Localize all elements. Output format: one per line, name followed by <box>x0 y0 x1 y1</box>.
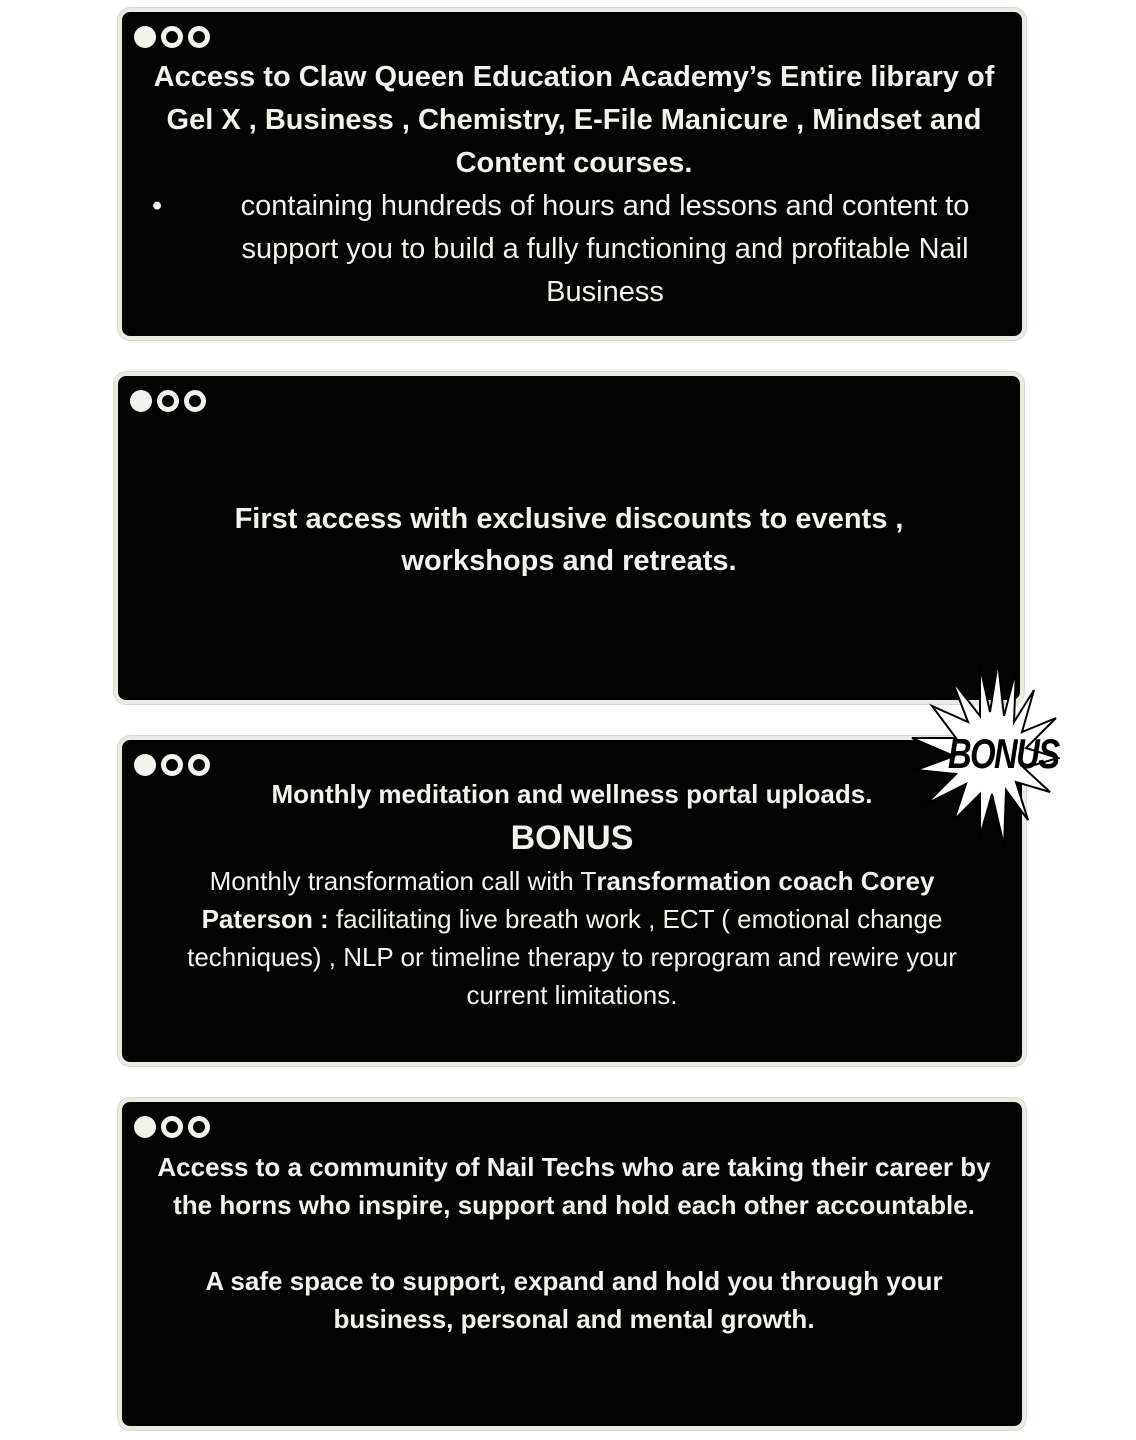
course-library-card <box>118 8 1026 340</box>
events-discount-text: First access with exclusive discounts to events , workshops and retreats. <box>234 503 904 577</box>
course-library-bullet-text: containing hundreds of hours and lessons and content to support you to build a fully functioning and profitable Nail Business <box>240 190 970 308</box>
coach-name: ransformation coach Corey Paterson : <box>201 866 935 934</box>
dot-icon <box>134 1116 156 1138</box>
dot-icon <box>134 754 156 776</box>
window-dots <box>134 26 210 48</box>
window-dots <box>130 390 206 412</box>
dot-icon <box>134 26 156 48</box>
dot-icon <box>188 26 210 48</box>
dot-icon <box>188 754 210 776</box>
dot-icon <box>130 390 152 412</box>
dot-icon <box>184 390 206 412</box>
community-card <box>118 1098 1026 1430</box>
bonus-text-prefix: Monthly transformation call with T <box>209 866 597 896</box>
community-paragraph: Access to a community of Nail Techs who are taking their career by the horns who inspire, support and hold each other accountable. <box>157 1152 991 1220</box>
bonus-badge-label: BONUS <box>948 730 1059 777</box>
bullet-icon: • <box>152 190 163 222</box>
bonus-title: BONUS <box>510 819 634 857</box>
wellness-heading: Monthly meditation and wellness portal uploads. <box>271 779 873 809</box>
wellness-card <box>118 736 1026 1066</box>
list-item <box>144 185 1004 314</box>
dot-icon <box>161 754 183 776</box>
dot-icon <box>161 26 183 48</box>
dot-icon <box>161 1116 183 1138</box>
window-dots <box>134 754 210 776</box>
bonus-text-suffix: facilitating live breath work , ECT ( emotional change techniques) , NLP or timeline therapy to reprogram and rewire your current limitations. <box>187 904 957 1010</box>
dot-icon <box>157 390 179 412</box>
safe-space-paragraph: A safe space to support, expand and hold you through your business, personal and mental growth. <box>205 1266 943 1334</box>
window-dots <box>134 1116 210 1138</box>
dot-icon <box>188 1116 210 1138</box>
course-library-heading: Access to Claw Queen Education Academy’s Entire library of Gel X , Business , Chemistry, E-File Manicure , Mindset and Content courses. <box>153 61 995 179</box>
events-discount-card <box>114 372 1024 704</box>
bonus-description <box>152 862 992 1014</box>
